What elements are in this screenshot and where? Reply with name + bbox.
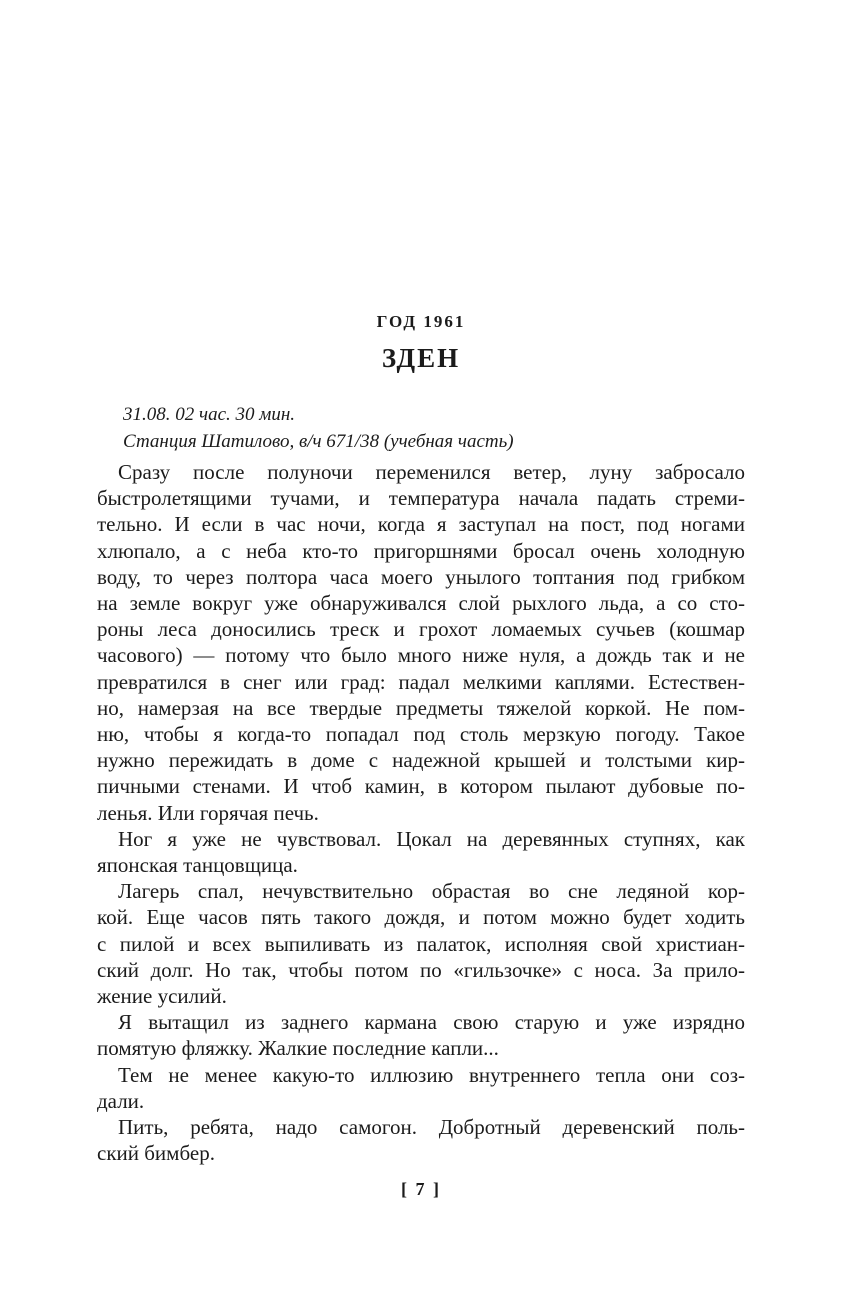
text-line: но, намерзая на все твердые предметы тяжелой коркой. Не пом- [97,695,745,720]
year-title: ГОД 1961 [376,312,466,331]
text-line: кой. Еще часов пять такого дождя, и потом можно будет ходить [97,905,745,930]
paragraph [97,1062,745,1114]
text-line: Ног я уже не чувствовал. Цокал на деревянных ступнях, как [118,826,745,851]
text-line: нужно пережидать в доме с надежной крышей и толстыми кир- [97,748,745,773]
text-line: хлюпало, а с неба кто-то пригоршнями бросал очень холодную [97,538,745,563]
body-text [97,459,745,1166]
text-line: с пилой и всех выпиливать из палаток, исполняя свой христиан- [97,931,745,956]
paragraph [97,1009,745,1061]
text-line: жение усилий. [97,984,227,1009]
dateline-time: 31.08. 02 час. 30 мин. [123,404,296,425]
text-line: Лагерь спал, нечувствительно обрастая во сне ледяной кор- [118,879,745,904]
paragraph [97,826,745,878]
text-line: роны леса доносились треск и грохот ломаемых сучьев (кошмар [97,617,745,642]
chapter-title: ЗДЕН [381,343,461,373]
text-line: часового) — потому что было много ниже нуля, а дождь так и не [97,643,745,668]
dateline-place: Станция Шатилово, в/ч 671/38 (учебная часть) [123,431,514,452]
text-line: Пить, ребята, надо самогон. Добротный деревенский поль- [118,1115,745,1140]
text-line: тельно. И если в час ночи, когда я заступал на пост, под ногами [97,512,745,537]
text-line: Тем не менее какую-то иллюзию внутреннего тепла они соз- [118,1062,745,1087]
text-line: воду, то через полтора часа моего унылого топтания под грибком [97,564,745,589]
paragraph [97,459,745,826]
dateline [97,401,745,455]
text-line: на земле вокруг уже обнаруживался слой рыхлого льда, а со сто- [97,591,745,616]
text-line: быстролетящими тучами, и температура начала падать стреми- [97,486,745,511]
text-line: превратился в снег или град: падал мелкими каплями. Естествен- [97,669,745,694]
text-line: ленья. Или горячая печь. [97,800,319,825]
text-line: пичными стенами. И чтоб камин, в котором пылают дубовые по- [97,774,745,799]
paragraph [97,878,745,1009]
text-line: ский бимбер. [97,1141,215,1166]
paragraph [97,1114,745,1166]
text-line: ский долг. Но так, чтобы потом по «гильзочке» с носа. За прило- [97,957,745,982]
text-line: ню, чтобы я когда-то попадал под столь мерзкую погоду. Такое [97,722,745,747]
text-line: дали. [97,1088,145,1113]
text-line: помятую фляжку. Жалкие последние капли... [97,1036,499,1061]
text-column [97,311,745,1200]
text-line: японская танцовщица. [97,853,298,878]
page-number: [ 7 ] [401,1179,441,1200]
chapter-heading [97,311,745,375]
text-line: Сразу после полуночи переменился ветер, луну забросало [118,460,745,484]
text-line: Я вытащил из заднего кармана свою старую и уже изрядно [118,1010,745,1035]
